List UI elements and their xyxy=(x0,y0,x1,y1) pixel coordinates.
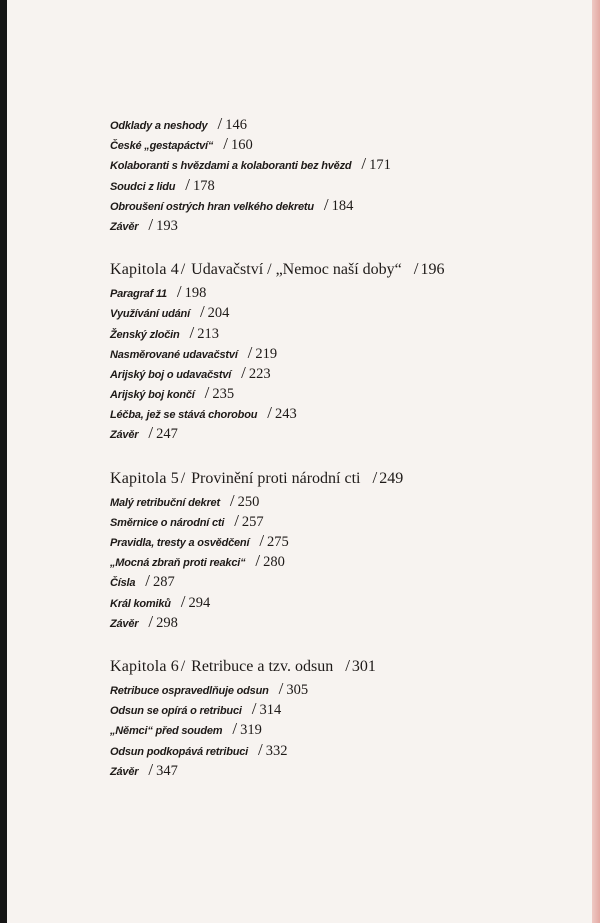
entry-page-number: 193 xyxy=(156,217,178,234)
page-separator: / xyxy=(251,699,257,719)
page-separator: / xyxy=(241,362,246,382)
entry-page-number: 184 xyxy=(331,197,354,214)
entry-title: Odklady a neshody xyxy=(110,120,208,132)
toc-entry xyxy=(110,154,580,174)
page-separator: / xyxy=(372,467,378,487)
toc-entry xyxy=(110,679,580,699)
toc-entry xyxy=(110,423,580,443)
page-separator: / xyxy=(229,490,235,510)
entry-title: Závěr xyxy=(110,617,139,630)
page-separator: / xyxy=(223,134,228,154)
entry-title: Retribuce ospravedlňuje odsun xyxy=(110,684,269,697)
entry-page-number: 280 xyxy=(263,554,285,571)
entry-title: Odsun se opírá o retribuci xyxy=(110,705,242,718)
toc-entry xyxy=(110,699,580,719)
entry-page-number: 219 xyxy=(255,345,278,362)
toc-entry xyxy=(110,383,580,403)
entry-page-number: 287 xyxy=(153,574,175,591)
toc-entry xyxy=(110,302,580,322)
chapter-heading xyxy=(110,468,580,490)
page-separator: / xyxy=(176,282,182,302)
toc-entry xyxy=(110,760,580,780)
entry-page-number: 298 xyxy=(156,614,178,631)
page-separator: / xyxy=(247,342,253,362)
chapter-page-number: 301 xyxy=(351,657,376,675)
page-separator: / xyxy=(148,214,154,234)
entry-page-number: 275 xyxy=(267,534,289,550)
toc-section xyxy=(110,259,580,444)
page-separator: / xyxy=(145,571,151,591)
toc-entry xyxy=(110,175,580,195)
toc-entry xyxy=(110,403,580,423)
entry-title: Čísla xyxy=(110,577,136,590)
entry-page-number: 243 xyxy=(274,406,297,423)
toc-entry xyxy=(110,195,580,215)
entry-page-number: 223 xyxy=(248,365,271,382)
entry-page-number: 347 xyxy=(156,762,178,779)
entry-title: Obroušení ostrých hran velkého dekretu xyxy=(110,200,314,213)
chapter-separator: / xyxy=(180,261,186,279)
entry-title: Malý retribuční dekret xyxy=(110,496,220,509)
page-separator: / xyxy=(204,383,210,403)
page-separator: / xyxy=(148,423,154,443)
toc-entry xyxy=(110,511,580,531)
entry-page-number: 250 xyxy=(237,493,260,510)
toc-entry xyxy=(110,215,580,235)
toc-entry xyxy=(110,571,580,591)
toc-entry xyxy=(110,592,580,612)
entry-title: Léčba, jež se stává chorobou xyxy=(110,409,258,422)
book-spine-shadow xyxy=(0,0,7,923)
toc-entry xyxy=(110,363,580,383)
chapter-separator: / xyxy=(180,657,186,675)
entry-title: Paragraf 11 xyxy=(110,288,167,301)
page-separator: / xyxy=(189,322,195,342)
toc-entry xyxy=(110,114,580,134)
page-separator: / xyxy=(234,510,239,530)
chapter-number: 4 xyxy=(170,261,179,279)
entry-title: Závěr xyxy=(110,220,139,233)
entry-title: Arijský boj končí xyxy=(110,389,195,402)
entry-title: Ženský zločin xyxy=(110,328,180,341)
toc-section xyxy=(110,468,580,632)
entry-title: „Němci“ před soudem xyxy=(110,725,223,738)
toc-entry xyxy=(110,740,580,760)
chapter-heading xyxy=(110,259,580,281)
entry-page-number: 213 xyxy=(197,325,220,342)
toc-entry xyxy=(110,343,580,363)
entry-page-number: 160 xyxy=(230,137,253,154)
entry-title: Arijský boj o udavačství xyxy=(110,368,232,381)
entry-page-number: 247 xyxy=(156,426,178,443)
page-separator: / xyxy=(278,678,284,698)
entry-title: Využívání udání xyxy=(110,308,190,321)
page-separator: / xyxy=(255,551,261,571)
page-separator: / xyxy=(148,759,154,779)
chapter-number: 5 xyxy=(170,469,179,487)
entry-page-number: 198 xyxy=(184,285,207,302)
entry-title: Kolaboranti s hvězdami a kolaboranti bez hvězd xyxy=(110,160,352,173)
entry-page-number: 332 xyxy=(265,742,288,759)
page-separator: / xyxy=(217,114,223,133)
toc-entry xyxy=(110,134,580,154)
entry-page-number: 235 xyxy=(212,386,235,403)
entry-title: Pravidla, tresty a osvědčení xyxy=(110,537,250,549)
page-separator: / xyxy=(180,591,186,611)
entry-page-number: 319 xyxy=(240,722,262,739)
page-separator: / xyxy=(232,719,238,739)
page-separator: / xyxy=(323,194,329,214)
entry-page-number: 257 xyxy=(241,513,264,530)
toc-section xyxy=(110,114,580,235)
page-separator: / xyxy=(345,655,350,675)
chapter-separator: / xyxy=(180,469,186,487)
page-separator: / xyxy=(259,531,265,550)
toc-entry xyxy=(110,612,580,632)
chapter-label: Kapitola xyxy=(110,469,167,487)
toc-entry xyxy=(110,719,580,739)
entry-page-number: 305 xyxy=(286,681,309,698)
entry-title: Soudci z lidu xyxy=(110,180,176,193)
page-separator: / xyxy=(185,174,190,194)
chapter-heading xyxy=(110,656,580,678)
entry-page-number: 171 xyxy=(369,157,391,174)
page-separator: / xyxy=(148,611,154,631)
entry-title: „Mocná zbraň proti reakci“ xyxy=(110,557,246,570)
chapter-label: Kapitola xyxy=(110,261,167,279)
chapter-label: Kapitola xyxy=(110,657,167,675)
toc-entry xyxy=(110,323,580,343)
entry-page-number: 146 xyxy=(225,117,247,133)
toc-section xyxy=(110,656,580,780)
entry-title: Král komiků xyxy=(110,597,171,610)
chapter-title: Udavačství / „Nemoc naší doby“ xyxy=(191,261,402,279)
chapter-page-number: 196 xyxy=(420,261,445,279)
page-edge xyxy=(592,0,600,923)
chapter-title: Retribuce a tzv. odsun xyxy=(191,657,334,675)
toc-entry xyxy=(110,282,580,302)
page-separator: / xyxy=(199,302,205,322)
table-of-contents xyxy=(110,114,580,804)
entry-page-number: 178 xyxy=(192,177,215,194)
toc-entry xyxy=(110,491,580,511)
entry-page-number: 314 xyxy=(259,702,282,719)
entry-title: Nasměrované udavačství xyxy=(110,348,238,361)
page-separator: / xyxy=(361,154,367,174)
entry-title: Směrnice o národní cti xyxy=(110,516,225,529)
page-separator: / xyxy=(258,739,263,759)
entry-title: Závěr xyxy=(110,765,139,778)
chapter-title: Provinění proti národní cti xyxy=(191,469,361,487)
entry-page-number: 204 xyxy=(207,305,230,322)
entry-title: České „gestapáctví“ xyxy=(110,140,214,153)
entry-title: Odsun podkopává retribuci xyxy=(110,745,249,758)
chapter-number: 6 xyxy=(170,657,179,675)
entry-title: Závěr xyxy=(110,429,139,442)
page-separator: / xyxy=(267,403,272,423)
entry-page-number: 294 xyxy=(188,594,211,611)
toc-entry xyxy=(110,531,580,551)
page-separator: / xyxy=(413,259,419,279)
toc-entry xyxy=(110,551,580,571)
chapter-page-number: 249 xyxy=(379,469,404,487)
